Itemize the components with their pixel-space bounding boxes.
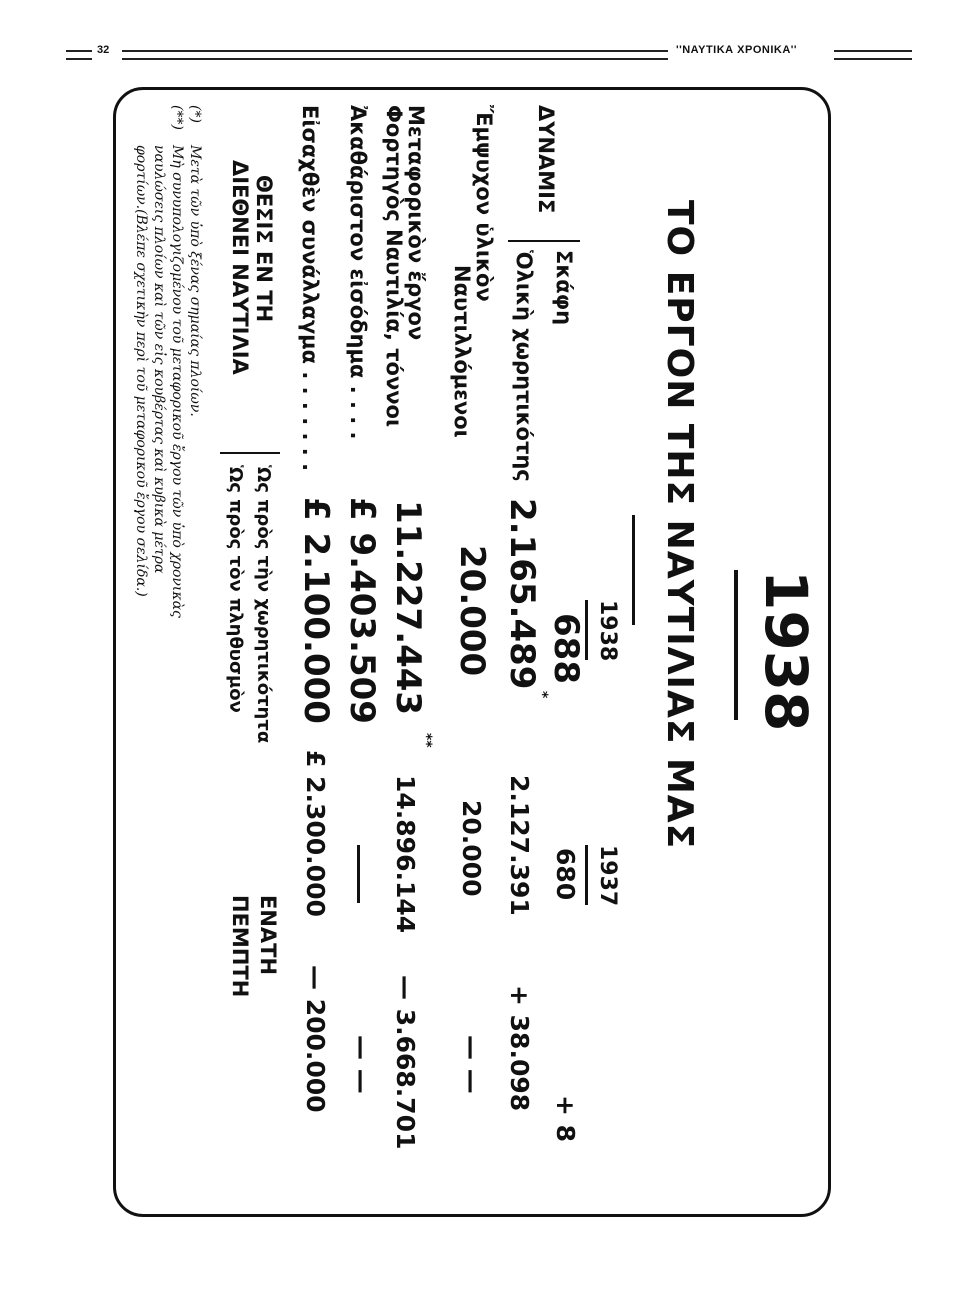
note-2-text: Μὴ συνυπολογιζομένου τοῦ μεταφορικοῦ ἔργου τῶν ὑπὸ χρονικὰς (169, 145, 185, 618)
row-oliki-mark: * (534, 691, 550, 699)
note-2-mark: (**) (169, 105, 185, 130)
row-oliki-1937: 2.127.391 (505, 775, 534, 916)
page-number: 32 (97, 44, 110, 56)
magazine-title: ''ΝΑΥΤΙΚΑ ΧΡΟΝΙΚΑ'' (676, 44, 798, 56)
thesis-line-population: Ὡς πρὸς τὸν πληθυσμὸν (225, 465, 246, 713)
row-metafor-sublabel: Φορτηγὸς Ναυτιλία, τόννοι (382, 105, 406, 428)
header-rule (122, 50, 668, 60)
row-oliki-diff: + 38.098 (505, 985, 534, 1112)
header-rule (834, 50, 912, 60)
dynamis-label: ΔΥΝΑΜΙΣ (534, 105, 558, 214)
row-akatharist-1938: £ 9.403.509 (342, 497, 382, 724)
big-year: 1938 (752, 570, 820, 732)
col-header-1937: 1937 (595, 845, 620, 907)
thesis-rank-capacity: ΕΝΑΤΗ (256, 895, 280, 976)
brace (544, 240, 580, 242)
row-skafi-label: Σκάφη (552, 250, 576, 326)
thesis-sublabel: ΔΙΕΘΝΕΙ ΝΑΥΤΙΛΙΑ (228, 160, 252, 375)
thesis-line-capacity: Ὡς πρὸς τὴν χωρητικότητα (253, 465, 274, 744)
row-akatharist-diff: — — (347, 1035, 376, 1094)
brace (220, 452, 280, 454)
row-empsychon-1938: 20.000 (452, 545, 492, 677)
col-underline (585, 845, 588, 905)
row-empsychon-1937: 20.000 (457, 800, 486, 897)
row-metafor-1938: 11.227.443 (388, 500, 428, 716)
page-header (0, 44, 957, 66)
note-1-text: Μετὰ τῶν ὑπὸ ξένας σημαίας πλοίων. (187, 145, 203, 417)
year-underline (734, 570, 738, 720)
note-2-text: ναυλώσεις πλοίων καὶ τῶν εἰς κουβέρτας καὶ κυβικὰ μέτρα (151, 145, 167, 574)
row-metafor-1937: 14.896.144 (391, 775, 420, 934)
rotated-table (130, 105, 820, 1205)
note-1-mark: (*) (187, 105, 203, 123)
row-eisachthen-1937: £ 2.300.000 (301, 750, 330, 917)
row-empsychon-diff: — — (457, 1035, 486, 1094)
thesis-label: ΘΕΣΙΣ ΕΝ ΤΗ (252, 175, 276, 323)
row-eisachthen-1938: £ 2.100.000 (296, 497, 336, 724)
row-akatharist-1937-dash (357, 845, 360, 903)
header-rule (66, 50, 92, 60)
row-eisachthen-label: Εἰσαχθὲν συνάλλαγμα . . . . . . . (298, 105, 322, 472)
row-empsychon-label: Ἔμψυχον ὑλικὸν (472, 105, 496, 302)
row-oliki-label: Ὁλικὴ χωρητικότης (512, 250, 536, 482)
brace (508, 240, 544, 242)
row-metafor-diff: — 3.668.701 (391, 975, 420, 1150)
note-2-text: φορτίων.(Βλέπε σχετικὴν περὶ τοῦ μεταφορικοῦ ἔργου σελίδα.) (133, 145, 149, 597)
row-oliki-1938: 2.165.489 (502, 498, 542, 690)
row-skafi-diff: + 8 (551, 1095, 580, 1143)
row-metafor-label: Μεταφορικὸν ἔργον (404, 105, 428, 341)
col-header-1938: 1938 (595, 600, 620, 662)
row-metafor-mark: ** (418, 733, 434, 748)
row-akatharist-label: Ἀκαθάριστον εἰσόδημα . . . . (346, 105, 370, 440)
title-rule (632, 515, 635, 625)
row-skafi-1938: 688 (546, 613, 586, 684)
thesis-rank-population: ΠΕΜΠΤΗ (228, 895, 252, 998)
page-title: ΤΟ ΕΡΓΟΝ ΤΗΣ ΝΑΥΤΙΛΙΑΣ ΜΑΣ (659, 200, 700, 850)
row-empsychon-sublabel: Ναυτιλλόμενοι (450, 265, 474, 438)
row-skafi-1937: 680 (551, 848, 580, 901)
row-eisachthen-diff: — 200.000 (301, 965, 330, 1113)
